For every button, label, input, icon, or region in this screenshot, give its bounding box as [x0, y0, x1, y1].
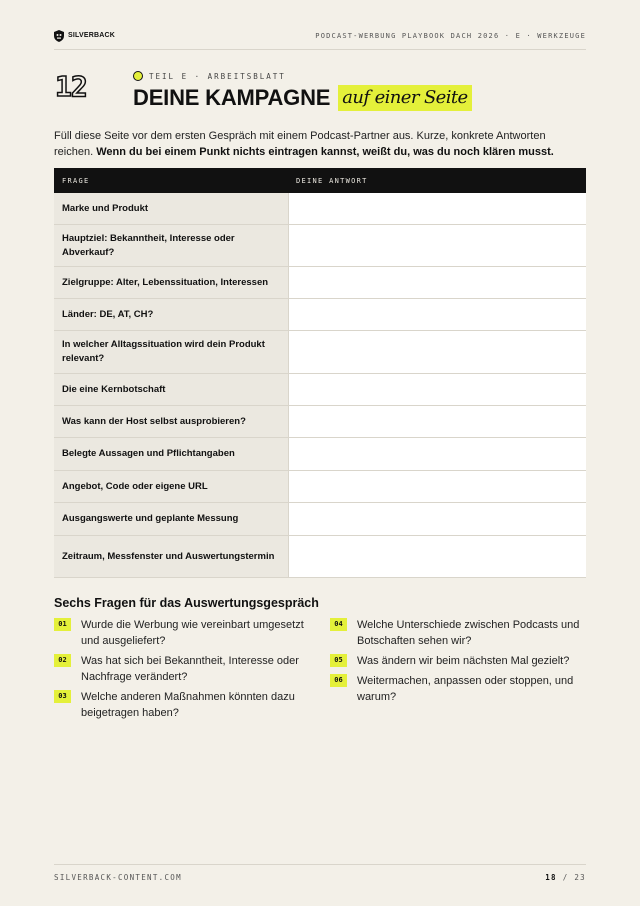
column-header-answer: DEINE ANTWORT: [296, 176, 368, 185]
question-cell: Ausgangswerte und geplante Messung: [54, 503, 288, 535]
question-cell: Zielgruppe: Alter, Lebenssituation, Interessen: [54, 267, 288, 298]
table-row: [54, 503, 586, 536]
table-row: [54, 406, 586, 438]
running-header: PODCAST-WERBUNG PLAYBOOK DACH 2026 · E · WERKZEUGE: [315, 31, 586, 40]
list-item: [54, 617, 304, 649]
section-tag-text: TEIL E · ARBEITSBLATT: [149, 71, 286, 81]
answer-field[interactable]: [288, 536, 586, 577]
question-number-badge: 06: [330, 674, 347, 687]
gorilla-shield-icon: [54, 30, 64, 42]
answer-field[interactable]: [288, 225, 586, 266]
answer-field[interactable]: [288, 267, 586, 298]
list-item: [330, 653, 580, 669]
question-cell: Länder: DE, AT, CH?: [54, 299, 288, 330]
intro-paragraph: [54, 128, 586, 160]
question-cell: In welcher Alltagssituation wird dein Produkt relevant?: [54, 331, 288, 373]
page-title: [133, 85, 472, 111]
question-number-badge: 01: [54, 618, 71, 631]
answer-field[interactable]: [288, 193, 586, 224]
column-header-question: FRAGE: [62, 176, 90, 185]
table-header: [54, 168, 586, 193]
page-separator: /: [562, 873, 569, 882]
answer-field[interactable]: [288, 374, 586, 405]
logo-text: SILVERBACK: [68, 32, 115, 39]
tag-dot-icon: [133, 71, 143, 81]
question-cell: Zeitraum, Messfenster und Auswertungstermin: [54, 536, 288, 577]
answer-field[interactable]: [288, 471, 586, 502]
list-item: [330, 673, 580, 705]
page-footer: [54, 864, 586, 884]
question-cell: Die eine Kernbotschaft: [54, 374, 288, 405]
table-row: [54, 374, 586, 406]
question-cell: Marke und Produkt: [54, 193, 288, 224]
page-header: [54, 28, 586, 50]
table-row: [54, 438, 586, 471]
table-row: [54, 471, 586, 503]
table-row: [54, 267, 586, 299]
page-indicator: [545, 873, 586, 882]
questions-heading: Sechs Fragen für das Auswertungsgespräch: [54, 596, 319, 610]
page-total: 23: [574, 873, 586, 882]
title-accent: auf einer Seite: [338, 85, 471, 111]
title-main: DEINE KAMPAGNE: [133, 85, 331, 110]
questions-column-right: [330, 617, 580, 709]
footer-website: SILVERBACK-CONTENT.COM: [54, 873, 182, 882]
questions-column-left: [54, 617, 304, 725]
intro-text: Füll diese Seite vor dem ersten Gespräch mit einem Podcast-Partner aus. Kurze, konkrete Antworten reichen.: [54, 130, 546, 158]
list-item: [54, 689, 304, 721]
table-row: [54, 536, 586, 578]
question-cell: Angebot, Code oder eigene URL: [54, 471, 288, 502]
question-text: Was ändern wir beim nächsten Mal gezielt?: [357, 655, 570, 667]
answer-field[interactable]: [288, 331, 586, 373]
table-row: [54, 193, 586, 225]
question-cell: Belegte Aussagen und Pflichtangaben: [54, 438, 288, 470]
list-item: [54, 653, 304, 685]
question-text: Welche anderen Maßnahmen könnten dazu beigetragen haben?: [81, 691, 295, 719]
question-text: Wurde die Werbung wie vereinbart umgesetzt und ausgeliefert?: [81, 619, 304, 647]
worksheet-table: [54, 168, 586, 578]
question-cell: Hauptziel: Bekanntheit, Interesse oder Abverkauf?: [54, 225, 288, 266]
table-row: [54, 331, 586, 374]
question-text: Weitermachen, anpassen oder stoppen, und warum?: [357, 675, 574, 703]
table-row: [54, 225, 586, 267]
question-number-badge: 03: [54, 690, 71, 703]
brand-logo: [54, 30, 115, 42]
answer-field[interactable]: [288, 406, 586, 437]
table-row: [54, 299, 586, 331]
question-number-badge: 02: [54, 654, 71, 667]
answer-field[interactable]: [288, 503, 586, 535]
answer-field[interactable]: [288, 299, 586, 330]
section-number: 12: [55, 70, 87, 103]
question-text: Was hat sich bei Bekanntheit, Interesse oder Nachfrage verändert?: [81, 655, 299, 683]
answer-field[interactable]: [288, 438, 586, 470]
question-number-badge: 05: [330, 654, 347, 667]
section-tag: [133, 71, 286, 81]
page-current: 18: [545, 873, 557, 882]
question-cell: Was kann der Host selbst ausprobieren?: [54, 406, 288, 437]
question-number-badge: 04: [330, 618, 347, 631]
question-text: Welche Unterschiede zwischen Podcasts und Botschaften sehen wir?: [357, 619, 580, 647]
intro-bold: Wenn du bei einem Punkt nichts eintragen kannst, weißt du, was du noch klären musst.: [96, 146, 554, 158]
list-item: [330, 617, 580, 649]
